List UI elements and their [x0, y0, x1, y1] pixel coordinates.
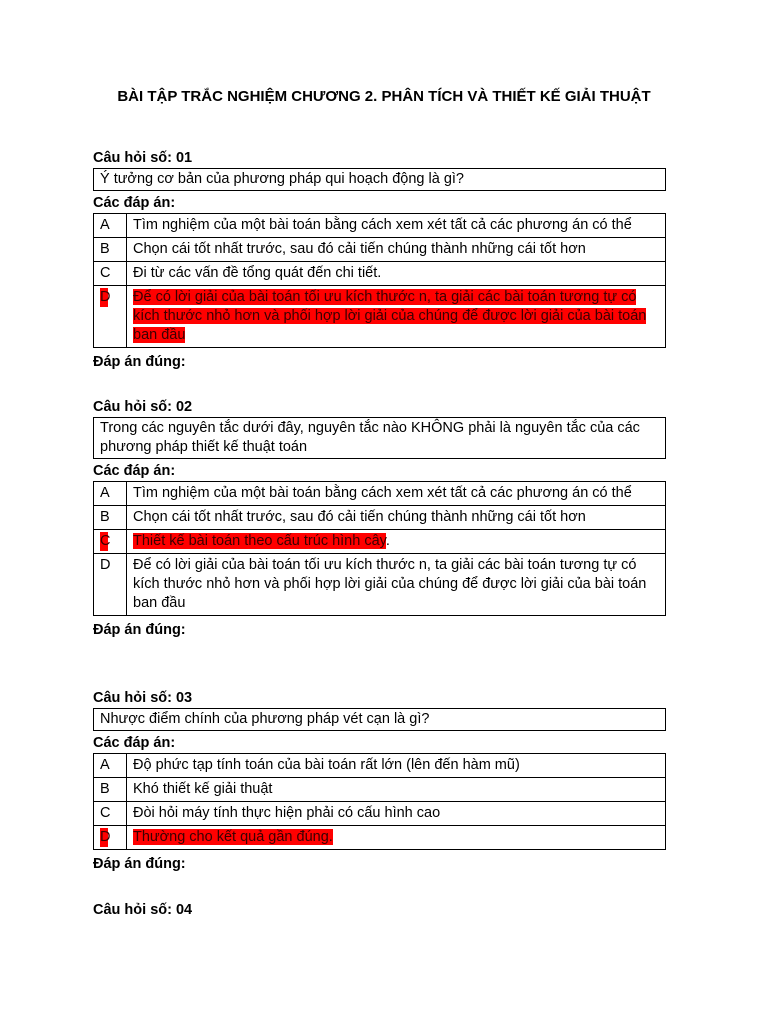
answer-row — [94, 802, 666, 826]
answer-row — [94, 554, 666, 616]
page-title: BÀI TẬP TRẮC NGHIỆM CHƯƠNG 2. PHÂN TÍCH VÀ THIẾT KẾ GIẢI THUẬT — [117, 88, 651, 105]
question-block — [93, 688, 666, 874]
answer-letter: B — [94, 506, 127, 530]
answer-letter: C — [94, 262, 127, 286]
answer-text-highlighted: Thường cho kết quả gần đúng. — [133, 829, 333, 845]
answer-letter: C — [94, 802, 127, 826]
answer-text: Để có lời giải của bài toán tối ưu kích thước n, ta giải các bài toán tương tự có kích thước nhỏ hơn và phối hợp lời giải của chúng để được lời giải của bài toán ban đầu — [127, 554, 666, 616]
answer-letter: B — [94, 778, 127, 802]
question-block — [93, 148, 666, 372]
answer-letter: D — [100, 289, 111, 305]
answer-text: Độ phức tạp tính toán của bài toán rất lớn (lên đến hàm mũ) — [127, 754, 666, 778]
question-text: Trong các nguyên tắc dưới đây, nguyên tắc nào KHÔNG phải là nguyên tắc của các phương pháp thiết kế thuật toán — [93, 417, 666, 459]
answer-letter: A — [94, 482, 127, 506]
answers-label: Các đáp án: — [93, 195, 176, 211]
answer-row — [94, 754, 666, 778]
answer-letter: C — [100, 533, 111, 549]
answer-letter: D — [94, 554, 127, 616]
correct-answer-label: Đáp án đúng: — [93, 354, 186, 370]
answer-text-highlighted: Thiết kế bài toán theo cấu trúc hình cây — [133, 533, 386, 549]
question-label: Câu hỏi số: 03 — [93, 690, 193, 706]
answer-row — [94, 238, 666, 262]
answers-table — [93, 481, 666, 616]
answer-letter: A — [94, 214, 127, 238]
answer-letter: B — [94, 238, 127, 262]
question-text: Nhược điểm chính của phương pháp vét cạn là gì? — [93, 708, 666, 731]
answer-row — [94, 482, 666, 506]
answer-text: Đòi hỏi máy tính thực hiện phải có cấu hình cao — [127, 802, 666, 826]
correct-answer-label: Đáp án đúng: — [93, 622, 186, 638]
question-label: Câu hỏi số: 04 — [93, 902, 193, 918]
answers-table — [93, 753, 666, 850]
question-block — [93, 397, 666, 640]
answers-table — [93, 213, 666, 348]
answer-text: Chọn cái tốt nhất trước, sau đó cải tiến chúng thành những cái tốt hơn — [127, 238, 666, 262]
question-text: Ý tưởng cơ bản của phương pháp qui hoạch động là gì? — [93, 168, 666, 191]
answer-text-highlighted: Để có lời giải của bài toán tối ưu kích thước n, ta giải các bài toán tương tự có kích thước nhỏ hơn và phối hợp lời giải của chúng để được lời giải của bài toán ban đầu — [133, 289, 647, 343]
answer-row-highlighted — [94, 826, 666, 850]
answer-row-highlighted — [94, 286, 666, 348]
answer-row — [94, 778, 666, 802]
answer-letter: D — [100, 829, 111, 845]
answer-row — [94, 214, 666, 238]
answer-row-highlighted — [94, 530, 666, 554]
answers-label: Các đáp án: — [93, 463, 176, 479]
question-label: Câu hỏi số: 02 — [93, 399, 193, 415]
answer-text: Tìm nghiệm của một bài toán bằng cách xem xét tất cả các phương án có thể — [127, 214, 666, 238]
answer-row — [94, 262, 666, 286]
answer-text-suffix: . — [385, 533, 390, 549]
answers-label: Các đáp án: — [93, 735, 176, 751]
question-block — [93, 900, 666, 920]
answer-text: Đi từ các vấn đề tổng quát đến chi tiết. — [127, 262, 666, 286]
answer-row — [94, 506, 666, 530]
question-label: Câu hỏi số: 01 — [93, 150, 193, 166]
answer-text: Tìm nghiệm của một bài toán bằng cách xem xét tất cả các phương án có thể — [127, 482, 666, 506]
correct-answer-label: Đáp án đúng: — [93, 856, 186, 872]
answer-text: Chọn cái tốt nhất trước, sau đó cải tiến chúng thành những cái tốt hơn — [127, 506, 666, 530]
answer-text: Khó thiết kế giải thuật — [127, 778, 666, 802]
answer-letter: A — [94, 754, 127, 778]
